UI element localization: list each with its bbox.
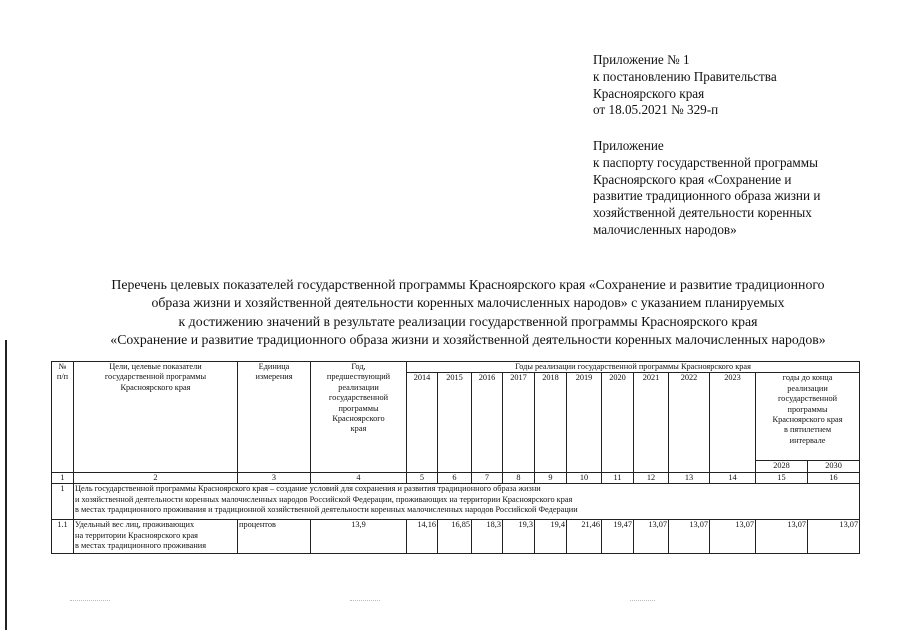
column-number: 7 [472,472,503,483]
annex2-line: Приложение [593,138,664,153]
column-number: 6 [438,472,472,483]
column-number: 13 [669,472,710,483]
indicator-value: 13,07 [710,520,756,554]
year-header: 2014 [407,373,438,472]
scan-speck [70,600,110,602]
annex2-line: Красноярского края «Сохранение и [593,171,792,187]
indicator-value: 13,07 [756,520,808,554]
heading-line: образа жизни и хозяйственной деятельности коренных малочисленных народов» с указанием планируемых [151,295,785,311]
column-number: 9 [535,472,567,483]
goal-text: Цель государственной программы Красноярского края – создание условий для сохранения и развития традиционного образа жизни и хозяйственной деятельности коренных малочисленных народов Российской Федерации, проживающих на территории Красноярского края в местах традиционного проживания и традиционной хозяйственной деятельности коренных малочисленных народов Российской Федерации [74,484,860,520]
indicators-table [51,361,860,554]
column-number: 10 [567,472,602,483]
indicator-value: 14,16 [407,520,438,554]
header-period-cell: годы до конца реализации государственной программы Красноярского края в пятилетнем интервале [756,373,860,461]
column-number: 15 [756,472,808,483]
column-number: 3 [238,472,311,483]
annex2-line: к паспорту государственной программы [593,154,818,170]
indicator-value: 21,46 [567,520,602,554]
column-number: 1 [52,472,74,483]
indicator-row [52,520,860,554]
goal-num: 1 [52,484,74,520]
indicator-value: 19,3 [503,520,535,554]
indicator-value: 18,3 [472,520,503,554]
year-header: 2015 [438,373,472,472]
indicator-unit: процентов [238,520,311,554]
indicator-value: 16,85 [438,520,472,554]
year-header: 2022 [669,373,710,472]
indicator-prev-value: 13,9 [311,520,407,554]
column-number-row [52,472,860,483]
year-header: 2023 [710,373,756,472]
column-number: 2 [74,472,238,483]
year-header: 2016 [472,373,503,472]
indicator-name: Удельный вес лиц, проживающих на территории Красноярского края в местах традиционного проживания [74,520,238,554]
annex-line: Красноярского края [593,85,705,101]
annex-passport-block [593,138,893,239]
indicator-value: 19,47 [602,520,634,554]
annex2-line: малочисленных народов» [593,221,737,237]
annex-line: Приложение № 1 [593,52,690,67]
header-goals-cell: Цели, целевые показатели государственной программы Красноярского края [74,362,238,473]
column-number: 4 [311,472,407,483]
column-number: 12 [634,472,669,483]
annex2-line: хозяйственной деятельности коренных [593,205,812,221]
period-year-header: 2028 [756,461,808,472]
indicator-value: 13,07 [634,520,669,554]
document-heading [40,276,896,350]
heading-line: Перечень целевых показателей государственной программы Красноярского края «Сохранение и развитие традиционного [111,277,825,292]
header-years-group: Годы реализации государственной программы Красноярского края [407,362,860,373]
indicator-num: 1.1 [52,520,74,554]
annex2-line: развитие традиционного образа жизни и [593,188,821,204]
indicator-value: 19,4 [535,520,567,554]
column-number: 11 [602,472,634,483]
heading-line: «Сохранение и развитие традиционного образа жизни и хозяйственной деятельности коренных малочисленных народов» [110,332,826,348]
year-header: 2018 [535,373,567,472]
header-unit-cell: Единица измерения [238,362,311,473]
indicator-value: 13,07 [669,520,710,554]
year-header: 2021 [634,373,669,472]
header-prev-year-cell: Год, предшествующий реализации государственной программы Красноярского края [311,362,407,473]
column-number: 8 [503,472,535,483]
annex-line: от 18.05.2021 № 329-п [593,102,719,118]
header-row-top [52,362,860,373]
annex-line: к постановлению Правительства [593,68,777,84]
period-year-header: 2030 [808,461,860,472]
column-number: 14 [710,472,756,483]
scan-edge-line [5,340,7,630]
column-number: 5 [407,472,438,483]
scan-speck [350,600,380,602]
year-header: 2020 [602,373,634,472]
year-header: 2019 [567,373,602,472]
header-num-cell: № п/п [52,362,74,473]
heading-line: к достижению значений в результате реализации государственной программы Красноярского края [178,313,758,329]
annex-block [593,52,893,119]
column-number: 16 [808,472,860,483]
goal-row [52,484,860,520]
scan-speck [630,600,655,602]
indicator-value: 13,07 [808,520,860,554]
year-header: 2017 [503,373,535,472]
